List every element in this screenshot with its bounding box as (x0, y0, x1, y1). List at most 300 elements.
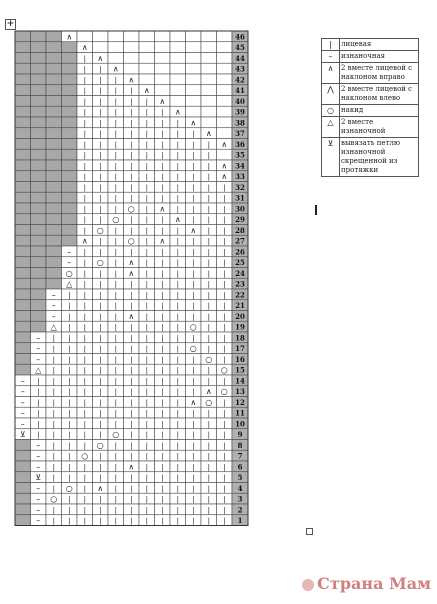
chart-symbol: | (83, 302, 86, 311)
legend-row (322, 51, 419, 63)
chart-cell (77, 31, 93, 42)
chart-symbol: | (223, 334, 226, 343)
chart-symbol: | (83, 377, 86, 386)
chart-symbol: ∧ (97, 483, 104, 493)
chart-symbol: | (192, 366, 195, 375)
chart-symbol: | (130, 194, 133, 203)
watermark-logo-icon (302, 579, 314, 591)
chart-cell (31, 106, 47, 117)
chart-symbol: | (99, 377, 102, 386)
chart-cell (93, 31, 109, 42)
chart-cell (15, 74, 31, 85)
chart-symbol: | (176, 409, 179, 418)
chart-symbol: | (83, 248, 86, 257)
chart-cell (46, 85, 62, 96)
chart-cell (15, 440, 31, 451)
chart-symbol: | (99, 280, 102, 289)
chart-symbol: | (223, 398, 226, 407)
chart-symbol: ○ (81, 451, 89, 461)
chart-symbol: | (99, 173, 102, 182)
legend-label: лицевая (340, 39, 419, 51)
chart-cell (201, 106, 217, 117)
chart-symbol: | (130, 398, 133, 407)
chart-symbol: | (68, 474, 71, 483)
chart-symbol: – (67, 258, 72, 268)
chart-symbol: | (68, 506, 71, 515)
chart-symbol: ∧ (66, 32, 73, 42)
chart-symbol: | (192, 388, 195, 397)
row-number: 22 (235, 290, 245, 300)
chart-symbol: | (52, 506, 55, 515)
chart-cell (31, 246, 47, 257)
chart-symbol: – (36, 494, 41, 504)
chart-symbol: | (145, 463, 148, 472)
chart-cell (124, 53, 140, 64)
chart-symbol: | (52, 517, 55, 526)
chart-symbol: | (176, 506, 179, 515)
row-number: 6 (237, 462, 243, 472)
chart-symbol: | (68, 517, 71, 526)
chart-symbol: | (145, 495, 148, 504)
chart-symbol: | (176, 495, 179, 504)
chart-symbol: | (52, 388, 55, 397)
chart-symbol: | (161, 409, 164, 418)
chart-cell (93, 42, 109, 53)
chart-cell (62, 42, 78, 53)
row-number: 35 (235, 150, 245, 160)
chart-symbol: | (145, 506, 148, 515)
chart-symbol: ○ (65, 268, 73, 278)
chart-symbol: | (130, 495, 133, 504)
chart-symbol: | (52, 474, 55, 483)
chart-symbol: ∧ (174, 107, 181, 117)
row-number: 3 (237, 494, 243, 504)
chart-symbol: | (68, 420, 71, 429)
chart-symbol: | (130, 484, 133, 493)
chart-cell (46, 235, 62, 246)
chart-symbol: – (36, 344, 41, 354)
chart-symbol: ∧ (205, 129, 212, 139)
chart-cell (31, 74, 47, 85)
chart-symbol: | (176, 183, 179, 192)
legend-table (321, 38, 419, 177)
chart-symbol: | (176, 517, 179, 526)
chart-symbol: | (192, 291, 195, 300)
chart-symbol: | (176, 377, 179, 386)
chart-symbol: | (83, 323, 86, 332)
watermark (302, 574, 431, 593)
chart-symbol: | (114, 355, 117, 364)
chart-cell (217, 106, 233, 117)
chart-cell (217, 53, 233, 64)
chart-symbol: | (161, 334, 164, 343)
chart-symbol: | (192, 312, 195, 321)
chart-cell (15, 171, 31, 182)
chart-cell (170, 85, 186, 96)
chart-cell (31, 289, 47, 300)
chart-symbol: | (83, 431, 86, 440)
chart-symbol: | (83, 366, 86, 375)
chart-symbol: | (145, 130, 148, 139)
table-add-handle-icon[interactable]: + (6, 19, 15, 29)
chart-symbol: | (37, 431, 40, 440)
chart-symbol: | (145, 474, 148, 483)
chart-cell (15, 493, 31, 504)
chart-cell (170, 53, 186, 64)
chart-symbol: | (161, 388, 164, 397)
chart-symbol: | (207, 517, 210, 526)
chart-symbol: | (114, 484, 117, 493)
chart-cell (62, 139, 78, 150)
chart-symbol: | (83, 130, 86, 139)
dash-icon: – (322, 51, 340, 63)
chart-symbol: | (145, 216, 148, 225)
row-number: 16 (235, 354, 245, 364)
chart-symbol: | (207, 205, 210, 214)
chart-symbol: | (130, 162, 133, 171)
chart-cell (46, 268, 62, 279)
chart-symbol: | (161, 248, 164, 257)
chart-symbol: | (83, 441, 86, 450)
chart-symbol: | (207, 409, 210, 418)
chart-cell (31, 268, 47, 279)
chart-symbol: ○ (65, 483, 73, 493)
chart-symbol: | (223, 183, 226, 192)
chart-symbol: | (99, 97, 102, 106)
chart-symbol: | (161, 398, 164, 407)
chart-symbol: | (161, 183, 164, 192)
chart-symbol: | (114, 312, 117, 321)
chart-symbol: ∧ (128, 268, 135, 278)
chart-symbol: | (99, 216, 102, 225)
chart-symbol: | (192, 474, 195, 483)
chart-symbol: | (130, 517, 133, 526)
row-number: 46 (235, 32, 245, 42)
chart-cell (186, 42, 202, 53)
chart-symbol: | (145, 420, 148, 429)
chart-symbol: | (83, 108, 86, 117)
chart-symbol: | (145, 194, 148, 203)
chart-cell (15, 343, 31, 354)
chart-symbol: | (161, 441, 164, 450)
chart-symbol: – (36, 333, 41, 343)
chart-symbol: | (192, 140, 195, 149)
chart-symbol: ○ (127, 236, 135, 246)
chart-symbol: | (68, 377, 71, 386)
chart-symbol: | (145, 323, 148, 332)
chart-symbol: | (130, 409, 133, 418)
chart-symbol: | (192, 237, 195, 246)
chart-cell (31, 171, 47, 182)
chart-symbol: | (99, 194, 102, 203)
chart-symbol: | (130, 183, 133, 192)
chart-symbol: | (99, 65, 102, 74)
chart-cell (155, 74, 171, 85)
chart-symbol: | (99, 237, 102, 246)
chart-symbol: | (176, 302, 179, 311)
chart-cell (170, 63, 186, 74)
chart-cell (15, 332, 31, 343)
chart-symbol: | (207, 216, 210, 225)
chart-symbol: | (83, 420, 86, 429)
row-number: 9 (237, 430, 243, 440)
table-resize-handle-icon[interactable] (306, 528, 313, 535)
chart-symbol: | (130, 420, 133, 429)
chart-symbol: | (192, 259, 195, 268)
chart-symbol: | (68, 345, 71, 354)
chart-symbol: | (207, 151, 210, 160)
chart-symbol: | (161, 162, 164, 171)
chart-symbol: | (99, 495, 102, 504)
chart-cell (217, 128, 233, 139)
chart-symbol: | (145, 517, 148, 526)
chart-symbol: | (99, 140, 102, 149)
chart-symbol: | (145, 226, 148, 235)
chart-symbol: ∧ (97, 53, 104, 63)
chart-symbol: | (223, 312, 226, 321)
chart-symbol: | (83, 226, 86, 235)
chart-symbol: | (207, 237, 210, 246)
chart-symbol: | (207, 194, 210, 203)
chart-symbol: | (145, 259, 148, 268)
chart-symbol: ○ (112, 215, 120, 225)
chart-symbol: | (223, 226, 226, 235)
chart-symbol: | (68, 495, 71, 504)
chart-symbol: | (161, 280, 164, 289)
chart-symbol: | (223, 441, 226, 450)
chart-symbol: | (207, 366, 210, 375)
chart-symbol: | (130, 441, 133, 450)
chart-cell (15, 182, 31, 193)
chart-cell (15, 515, 31, 526)
chart-symbol: | (83, 355, 86, 364)
chart-cell (15, 117, 31, 128)
chart-symbol: ∧ (190, 118, 197, 128)
chart-symbol: | (130, 334, 133, 343)
chart-cell (31, 278, 47, 289)
chart-cell (201, 85, 217, 96)
chart-symbol: | (145, 484, 148, 493)
chart-cell (201, 63, 217, 74)
chart-symbol: | (83, 517, 86, 526)
chart-symbol: | (223, 420, 226, 429)
chart-cell (46, 63, 62, 74)
chart-cell (15, 461, 31, 472)
chart-symbol: | (52, 441, 55, 450)
chart-symbol: | (161, 269, 164, 278)
chart-symbol: | (68, 323, 71, 332)
chart-cell (46, 31, 62, 42)
chart-symbol: | (192, 355, 195, 364)
chart-symbol: | (114, 334, 117, 343)
chart-cell (62, 192, 78, 203)
chart-symbol: | (176, 312, 179, 321)
chart-cell (46, 128, 62, 139)
chart-cell (46, 96, 62, 107)
chart-symbol: | (176, 398, 179, 407)
chart-symbol: ∧ (174, 215, 181, 225)
caret-icon: ∧ (322, 63, 340, 84)
chart-symbol: ○ (189, 344, 197, 354)
chart-cell (139, 42, 155, 53)
chart-symbol: | (130, 323, 133, 332)
chart-symbol: | (99, 291, 102, 300)
chart-symbol: | (145, 248, 148, 257)
chart-symbol: | (192, 334, 195, 343)
chart-cell (31, 225, 47, 236)
chart-symbol: | (114, 323, 117, 332)
chart-cell (139, 74, 155, 85)
chart-symbol: | (223, 302, 226, 311)
chart-symbol: | (83, 345, 86, 354)
chart-symbol: | (161, 517, 164, 526)
chart-cell (124, 31, 140, 42)
chart-symbol: | (145, 269, 148, 278)
chart-symbol: | (99, 517, 102, 526)
row-number: 10 (235, 419, 245, 429)
row-number: 20 (235, 311, 245, 321)
chart-symbol: | (223, 474, 226, 483)
chart-symbol: | (145, 388, 148, 397)
chart-symbol: | (83, 506, 86, 515)
row-number: 2 (237, 505, 243, 515)
chart-cell (155, 85, 171, 96)
chart-symbol: | (83, 162, 86, 171)
chart-symbol: | (207, 377, 210, 386)
chart-symbol: | (207, 506, 210, 515)
chart-symbol: | (176, 334, 179, 343)
chart-symbol: | (52, 355, 55, 364)
chart-symbol: | (192, 173, 195, 182)
chart-symbol: | (223, 291, 226, 300)
chart-symbol: | (176, 151, 179, 160)
chart-symbol: | (161, 259, 164, 268)
chart-symbol: | (68, 302, 71, 311)
chart-symbol: | (114, 173, 117, 182)
circle-icon: ○ (322, 105, 340, 117)
chart-cell (46, 74, 62, 85)
chart-symbol: | (192, 162, 195, 171)
chart-symbol: | (83, 484, 86, 493)
chart-cell (46, 192, 62, 203)
row-number: 18 (235, 333, 245, 343)
chart-symbol: | (176, 355, 179, 364)
chart-cell (201, 53, 217, 64)
chart-symbol: | (161, 484, 164, 493)
chart-symbol: | (37, 377, 40, 386)
chart-symbol: | (130, 140, 133, 149)
chart-symbol: | (83, 97, 86, 106)
chart-symbol: | (83, 259, 86, 268)
chart-cell (15, 472, 31, 483)
chart-cell (31, 235, 47, 246)
chart-symbol: | (192, 377, 195, 386)
chart-cell (31, 42, 47, 53)
chart-symbol: | (114, 226, 117, 235)
chart-symbol: | (223, 355, 226, 364)
chart-symbol: | (130, 355, 133, 364)
chart-symbol: | (176, 162, 179, 171)
chart-symbol: ∧ (81, 236, 88, 246)
row-number: 31 (235, 193, 245, 203)
chart-cell (62, 96, 78, 107)
chart-symbol: | (145, 140, 148, 149)
row-number: 25 (235, 258, 245, 268)
chart-symbol: | (114, 452, 117, 461)
chart-symbol: | (176, 420, 179, 429)
chart-symbol: – (20, 387, 25, 397)
chart-symbol: | (52, 398, 55, 407)
chart-symbol: △ (50, 322, 57, 332)
row-number: 15 (235, 365, 245, 375)
chart-symbol: | (223, 216, 226, 225)
chart-symbol: | (176, 431, 179, 440)
chart-symbol: | (99, 312, 102, 321)
chart-symbol: | (176, 280, 179, 289)
chart-symbol: | (176, 366, 179, 375)
chart-symbol: ∧ (128, 75, 135, 85)
chart-symbol: | (192, 151, 195, 160)
v-bar-icon: ⊻ (322, 138, 340, 177)
row-number: 32 (235, 182, 245, 192)
chart-cell (15, 203, 31, 214)
chart-symbol: – (51, 290, 56, 300)
chart-symbol: | (114, 205, 117, 214)
chart-symbol: ○ (189, 322, 197, 332)
chart-symbol: | (192, 216, 195, 225)
chart-symbol: | (114, 130, 117, 139)
chart-symbol: | (83, 334, 86, 343)
chart-cell (15, 246, 31, 257)
chart-symbol: | (161, 420, 164, 429)
chart-cell (46, 149, 62, 160)
chart-symbol: | (130, 119, 133, 128)
chart-symbol: | (130, 377, 133, 386)
vertical-bar-icon: | (322, 39, 340, 51)
chart-symbol: | (145, 431, 148, 440)
chart-symbol: | (192, 248, 195, 257)
chart-symbol: | (176, 259, 179, 268)
chart-symbol: | (223, 248, 226, 257)
chart-symbol: | (52, 409, 55, 418)
chart-cell (62, 53, 78, 64)
chart-symbol: | (68, 463, 71, 472)
chart-symbol: | (145, 441, 148, 450)
row-number: 40 (235, 96, 245, 106)
chart-symbol: ∧ (112, 64, 119, 74)
chart-symbol: | (161, 345, 164, 354)
chart-cell (15, 149, 31, 160)
chart-cell (155, 42, 171, 53)
chart-symbol: | (83, 65, 86, 74)
chart-symbol: | (145, 119, 148, 128)
row-number: 33 (235, 172, 245, 182)
chart-symbol: | (207, 259, 210, 268)
chart-cell (62, 225, 78, 236)
chart-symbol: | (161, 463, 164, 472)
chart-symbol: | (130, 216, 133, 225)
chart-symbol: | (114, 269, 117, 278)
chart-cell (31, 85, 47, 96)
row-number: 12 (235, 397, 245, 407)
row-number: 38 (235, 118, 245, 128)
chart-symbol: – (36, 516, 41, 526)
chart-symbol: | (114, 398, 117, 407)
chart-symbol: | (130, 87, 133, 96)
chart-symbol: | (114, 194, 117, 203)
chart-symbol: | (207, 291, 210, 300)
chart-symbol: – (36, 483, 41, 493)
